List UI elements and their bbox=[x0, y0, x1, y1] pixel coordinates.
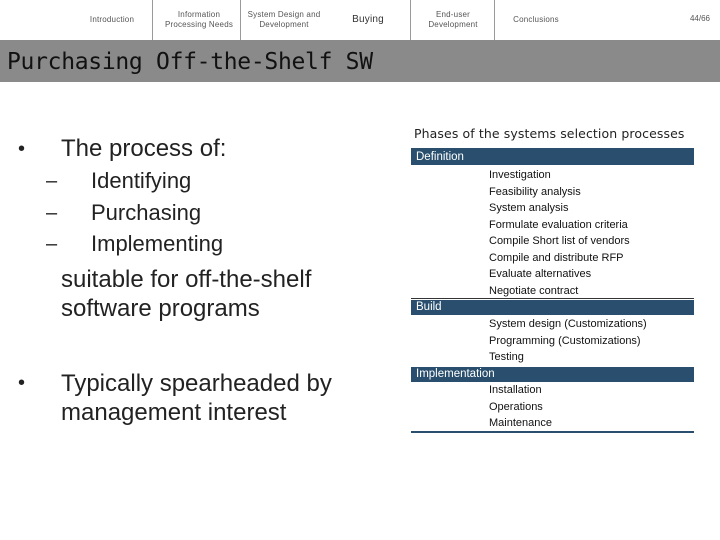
phase-item: Formulate evaluation criteria bbox=[489, 219, 628, 231]
sub-item-implementing: Implementing bbox=[91, 231, 224, 256]
continuation-line-1: suitable for off-the-shelf bbox=[61, 266, 312, 293]
phase-item: Compile and distribute RFP bbox=[489, 252, 624, 264]
nav-item-system-design[interactable]: System Design and Development bbox=[247, 10, 321, 29]
phase-item: Maintenance bbox=[489, 417, 552, 429]
phase-header-definition: Definition bbox=[411, 150, 694, 165]
sub-bullet-dash: – bbox=[46, 233, 58, 255]
phase-header-build: Build bbox=[411, 300, 694, 315]
sub-item-purchasing: Purchasing bbox=[91, 200, 202, 225]
phase-item: Investigation bbox=[489, 169, 551, 181]
phase-item: Feasibility analysis bbox=[489, 186, 581, 198]
nav-item-information-processing-needs[interactable]: Information Processing Needs bbox=[164, 10, 234, 29]
nav-divider bbox=[410, 0, 411, 40]
nav-item-end-user-development[interactable]: End-user Development bbox=[428, 10, 478, 29]
slide-title: Purchasing Off-the-Shelf SW bbox=[7, 49, 373, 75]
sub-bullet-dash: – bbox=[46, 202, 58, 224]
phase-item: System design (Customizations) bbox=[489, 318, 647, 330]
section-nav bbox=[0, 0, 720, 40]
continuation-line-2: software programs bbox=[61, 295, 260, 322]
bullet-marker: • bbox=[18, 138, 26, 160]
phase-item: Installation bbox=[489, 384, 542, 396]
bullet-spearheaded-line-1: Typically spearheaded by bbox=[61, 370, 332, 397]
phases-title: Phases of the systems selection processes bbox=[414, 126, 685, 141]
phase-header-implementation: Implementation bbox=[411, 367, 694, 382]
phase-item: Testing bbox=[489, 351, 524, 363]
bullet-process-text: The process of: bbox=[61, 135, 227, 162]
nav-divider bbox=[240, 0, 241, 40]
phase-item: Programming (Customizations) bbox=[489, 335, 641, 347]
phase-item: Negotiate contract bbox=[489, 285, 579, 297]
page-number: 44/66 bbox=[689, 14, 710, 23]
phase-item: Evaluate alternatives bbox=[489, 268, 592, 280]
nav-item-conclusions[interactable]: Conclusions bbox=[513, 15, 559, 24]
nav-item-introduction[interactable]: Introduction bbox=[89, 15, 135, 24]
phase-item: Operations bbox=[489, 401, 543, 413]
table-divider bbox=[411, 298, 694, 299]
nav-divider bbox=[494, 0, 495, 40]
bullet-spearheaded-line-2: management interest bbox=[61, 399, 287, 426]
nav-item-buying[interactable]: Buying bbox=[352, 14, 384, 25]
sub-bullet-dash: – bbox=[46, 170, 58, 192]
nav-divider bbox=[152, 0, 153, 40]
table-bottom-rule bbox=[411, 431, 694, 433]
phase-item: Compile Short list of vendors bbox=[489, 235, 630, 247]
bullet-marker: • bbox=[18, 372, 26, 394]
sub-item-identifying: Identifying bbox=[91, 168, 192, 193]
phase-item: System analysis bbox=[489, 202, 569, 214]
